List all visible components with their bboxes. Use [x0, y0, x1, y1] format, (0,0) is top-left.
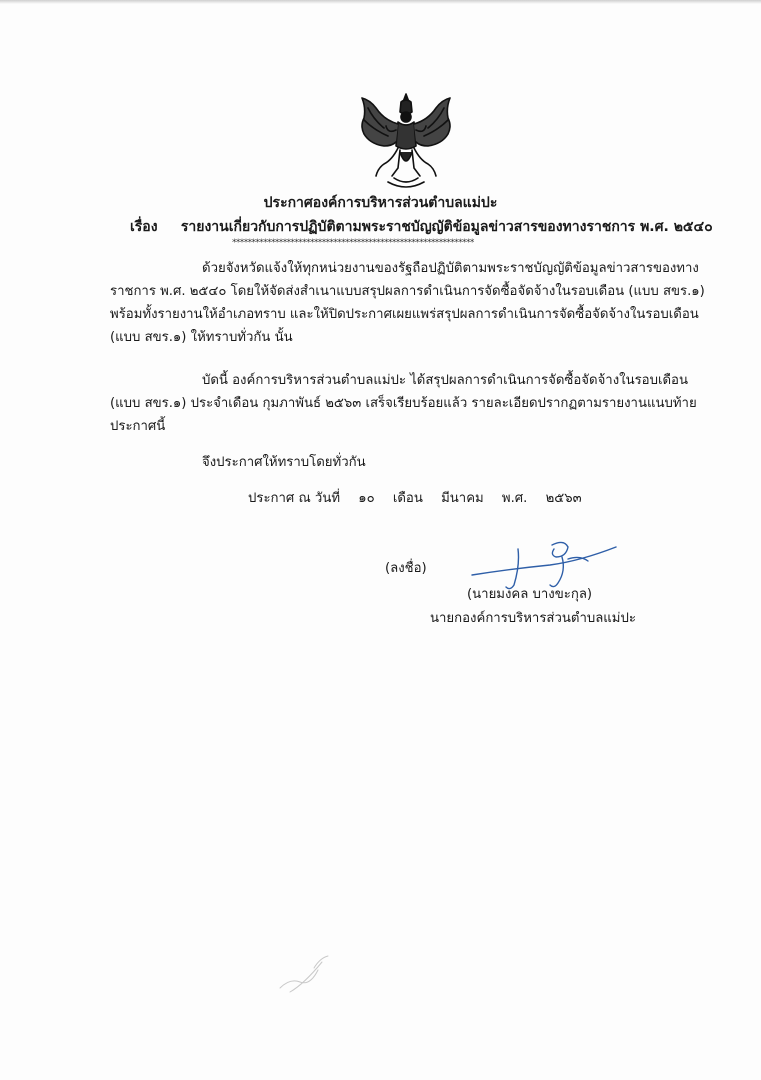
date-year: ๒๕๖๓: [545, 491, 582, 506]
garuda-emblem-icon: [354, 90, 458, 192]
paragraph-line: ด้วยจังหวัดแจ้งให้ทุกหน่วยงานของรัฐถือปฏิบัติตามพระราชบัญญัติข้อมูลข่าวสารของทาง: [202, 261, 699, 276]
paragraph-2: [110, 369, 700, 438]
separator-line: **************************************************************: [232, 238, 474, 248]
page-edge-shadow: [0, 0, 761, 4]
subject-row: [130, 216, 730, 238]
faint-scribble-mark: [270, 948, 340, 998]
paragraph-line: บัดนี้ องค์การบริหารส่วนตำบลแม่ปะ ได้สรุปผลการดำเนินการจัดซื้อจัดจ้างในรอบเดือน: [202, 373, 688, 388]
date-month-label: เดือน: [392, 491, 423, 506]
signer-name: (นายมงคล บางขะกุล): [467, 587, 593, 602]
date-day: ๑๐: [358, 491, 375, 506]
paragraph-line: (แบบ สขร.๑) ประจำเดือน กุมภาพันธ์ ๒๕๖๓ เสร็จเรียบร้อยแล้ว รายละเอียดปรากฏตามรายงานแนบท้าย: [110, 396, 697, 411]
signer-position: นายกองค์การบริหารส่วนตำบลแม่ปะ: [430, 611, 636, 626]
subject-text: รายงานเกี่ยวกับการปฏิบัติตามพระราชบัญญัติข้อมูลข่าวสารของทางราชการ พ.ศ. ๒๕๔๐: [180, 219, 713, 235]
announcement-date: [248, 487, 582, 508]
paragraph-line: (แบบ สขร.๑) ให้ทราบทั่วกัน นั้น: [110, 330, 293, 345]
paragraph-line: พร้อมทั้งรายงานให้อำเภอทราบ และให้ปิดประกาศเผยแพร่สรุปผลการดำเนินการจัดซื้อจัดจ้างในรอบเดือน: [110, 307, 699, 322]
subject-label: เรื่อง: [130, 219, 158, 235]
paragraph-line: ราชการ พ.ศ. ๒๕๔๐ โดยให้จัดส่งสำเนาแบบสรุปผลการดำเนินการจัดซื้อจัดจ้างในรอบเดือน (แบบ สขร.๑): [110, 284, 705, 299]
sign-label: (ลงชื่อ): [385, 561, 427, 576]
date-year-label: พ.ศ.: [501, 491, 528, 506]
paragraph-line: ประกาศนี้: [110, 419, 166, 434]
date-prefix: ประกาศ ณ วันที่: [248, 491, 341, 506]
date-month: มีนาคม: [441, 491, 484, 506]
closing-statement: จึงประกาศให้ทราบโดยทั่วกัน: [202, 455, 366, 470]
announcement-title: ประกาศองค์การบริหารส่วนตำบลแม่ปะ: [263, 195, 498, 211]
paragraph-1: [110, 257, 705, 349]
